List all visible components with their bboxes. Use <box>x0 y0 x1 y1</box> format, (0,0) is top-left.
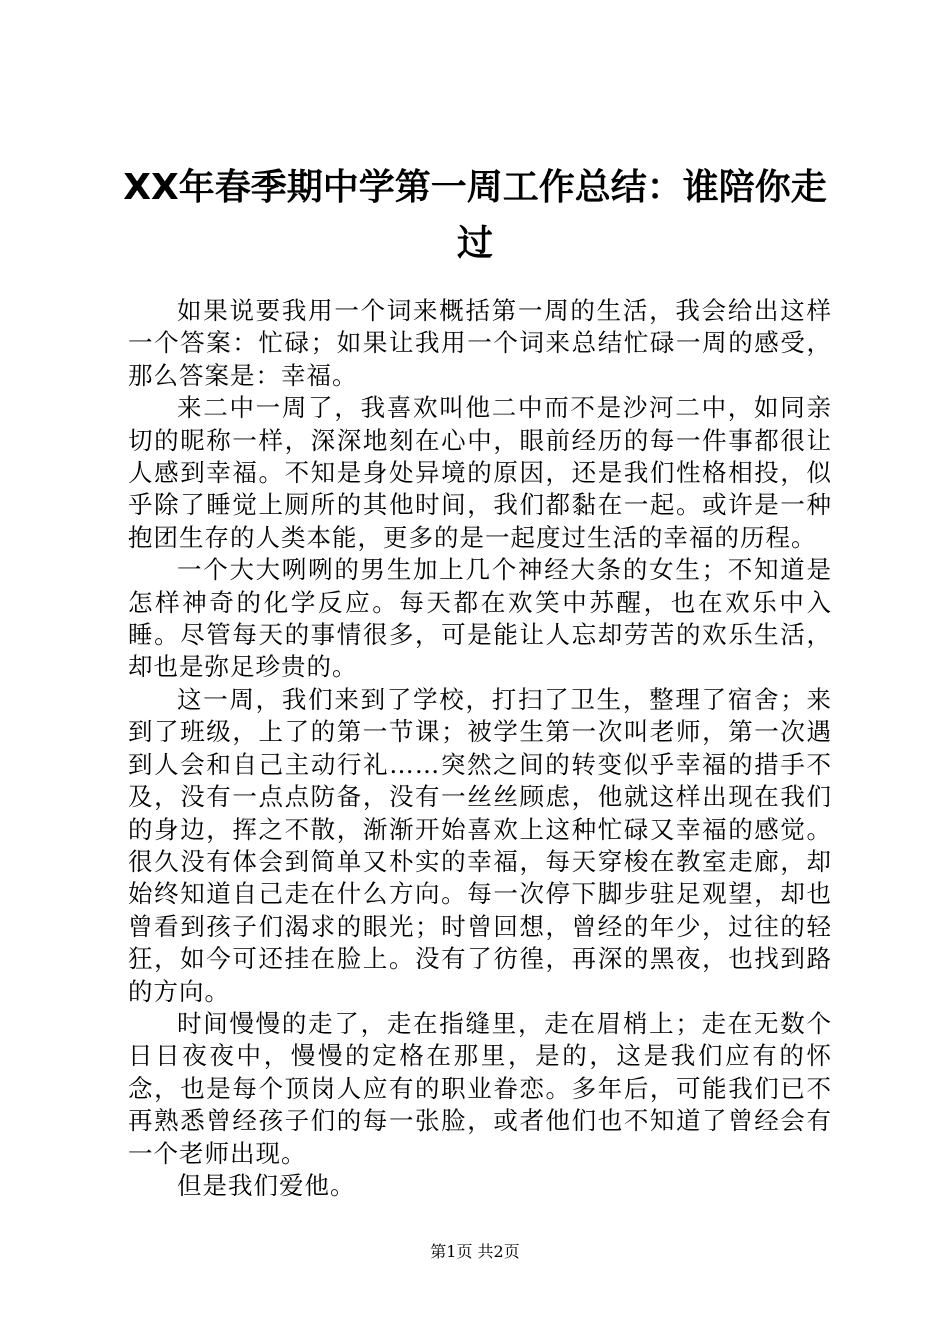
paragraph: 这一周，我们来到了学校，打扫了卫生，整理了宿舍；来到了班级，上了的第一节课；被学生第一次叫老师，第一次遇到人会和自己主动行礼……突然之间的转变似乎幸福的措手不及，没有一点点防备，没有一丝丝顾虑，他就这样出现在我们的身边，挥之不散，渐渐开始喜欢上这种忙碌又幸福的感觉。很久没有体会到简单又朴实的幸福，每天穿梭在教室走廊，却始终知道自己走在什么方向。每一次停下脚步驻足观望，却也曾看到孩子们渴求的眼光；时曾回想，曾经的年少，过往的轻狂，如今可还挂在脸上。没有了彷徨，再深的黑夜，也找到路的方向。 <box>128 684 832 1006</box>
page-footer: 第1页 共2页 <box>430 1242 520 1261</box>
paragraph: 如果说要我用一个词来概括第一周的生活，我会给出这样一个答案：忙碌；如果让我用一个词来总结忙碌一周的感受，那么答案是：幸福。 <box>128 296 832 390</box>
document-body <box>128 295 832 1202</box>
paragraph: 一个大大咧咧的男生加上几个神经大条的女生；不知道是怎样神奇的化学反应。每天都在欢笑中苏醒，也在欢乐中入睡。尽管每天的事情很多，可是能让人忘却劳苦的欢乐生活，却也是弥足珍贵的。 <box>128 555 832 682</box>
paragraph: 来二中一周了，我喜欢叫他二中而不是沙河二中，如同亲切的昵称一样，深深地刻在心中，眼前经历的每一件事都很让人感到幸福。不知是身处异境的原因，还是我们性格相投，似乎除了睡觉上厕所的其他时间，我们都黏在一起。或许是一种抱团生存的人类本能，更多的是一起度过生活的幸福的历程。 <box>128 393 832 552</box>
document-title: XX年春季期中学第一周工作总结：谁陪你走过 <box>123 167 827 264</box>
paragraph: 但是我们爱他。 <box>177 1170 356 1200</box>
paragraph: 时间慢慢的走了，走在指缝里，走在眉梢上；走在无数个日日夜夜中，慢慢的定格在那里，是的，这是我们应有的怀念，也是每个顶岗人应有的职业眷恋。多年后，可能我们已不再熟悉曾经孩子们的每一张脸，或者他们也不知道了曾经会有一个老师出现。 <box>128 1008 832 1168</box>
